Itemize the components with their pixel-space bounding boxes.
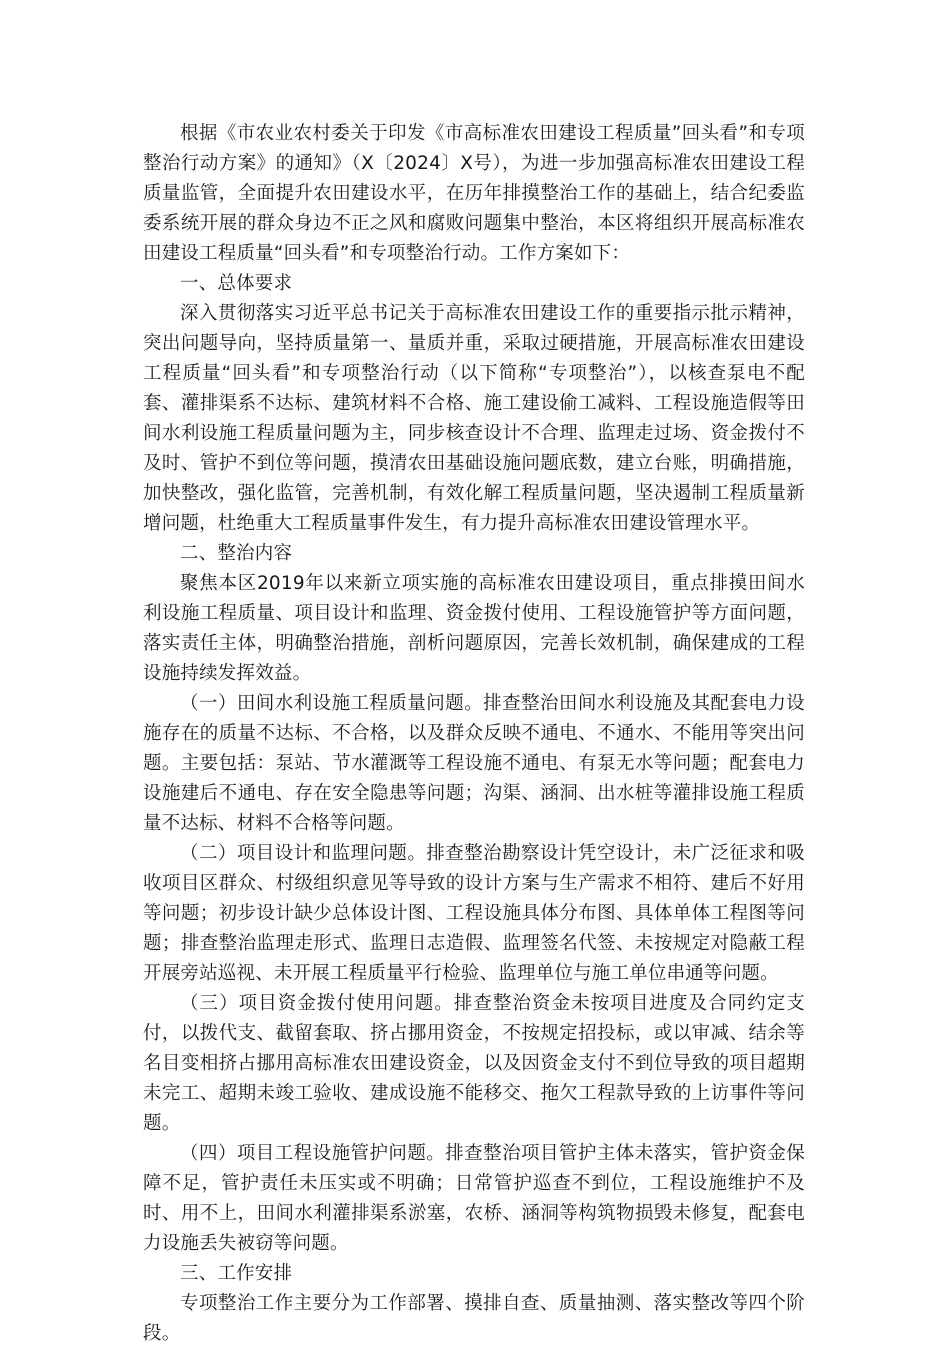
section-3-heading: 三、工作安排	[180, 1263, 293, 1284]
section-2-heading: 二、整治内容	[180, 543, 293, 564]
item-4-paragraph: （四）项目工程设施管护问题。排查整治项目管护主体未落实，管护资金保障不足，管护责任未压实或不明确；日常管护巡查不到位，工程设施维护不及时、用不上，田间水利灌排渠系淤塞，农桥、涵洞等构筑物损毁未修复，配套电力设施丢失被窃等问题。	[143, 1143, 805, 1254]
item-2-paragraph: （二）项目设计和监理问题。排查整治勘察设计凭空设计，未广泛征求和吸收项目区群众、村级组织意见等导致的设计方案与生产需求不相符、建后不好用等问题；初步设计缺少总体设计图、工程设施具体分布图、具体单体工程图等问题；排查整治监理走形式、监理日志造假、监理签名代签、未按规定对隐蔽工程开展旁站巡视、未开展工程质量平行检验、监理单位与施工单位串通等问题。	[143, 843, 805, 984]
section-2-paragraph: 聚焦本区2019年以来新立项实施的高标准农田建设项目，重点排摸田间水利设施工程质量、项目设计和监理、资金拨付使用、工程设施管护等方面问题，落实责任主体，明确整治措施，剖析问题原因，完善长效机制，确保建成的工程设施持续发挥效益。	[143, 573, 805, 684]
section-1-paragraph: 深入贯彻落实习近平总书记关于高标准农田建设工作的重要指示批示精神，突出问题导向，坚持质量第一、量质并重，采取过硬措施，开展高标准农田建设工程质量“回头看”和专项整治行动（以下简称“专项整治”），以核查泵电不配套、灌排渠系不达标、建筑材料不合格、施工建设偷工减料、工程设施造假等田间水利设施工程质量问题为主，同步核查设计不合理、监理走过场、资金拨付不及时、管护不到位等问题，摸清农田基础设施问题底数，建立台账，明确措施，加快整改，强化监管，完善机制，有效化解工程质量问题，坚决遏制工程质量新增问题，杜绝重大工程质量事件发生，有力提升高标准农田建设管理水平。	[143, 303, 805, 534]
intro-paragraph: 根据《市农业农村委关于印发《市高标准农田建设工程质量”回头看”和专项整治行动方案》的通知》（X〔2024〕X号），为进一步加强高标准农田建设工程质量监管，全面提升农田建设水平，在历年排摸整治工作的基础上，结合纪委监委系统开展的群众身边不正之风和腐败问题集中整治，本区将组织开展高标准农田建设工程质量“回头看”和专项整治行动。工作方案如下：	[143, 123, 805, 264]
item-3-paragraph: （三）项目资金拨付使用问题。排查整治资金未按项目进度及合同约定支付，以拨代支、截留套取、挤占挪用资金，不按规定招投标，或以审减、结余等名目变相挤占挪用高标准农田建设资金，以及因资金支付不到位导致的项目超期未完工、超期未竣工验收、建成设施不能移交、拖欠工程款导致的上访事件等问题。	[143, 993, 805, 1134]
item-1-paragraph: （一）田间水利设施工程质量问题。排查整治田间水利设施及其配套电力设施存在的质量不达标、不合格，以及群众反映不通电、不通水、不能用等突出问题。主要包括：泵站、节水灌溉等工程设施不通电、有泵无水等问题；配套电力设施建后不通电、存在安全隐患等问题；沟渠、涵洞、出水桩等灌排设施工程质量不达标、材料不合格等问题。	[143, 693, 805, 834]
section-1-heading: 一、总体要求	[180, 273, 293, 294]
document-page	[143, 119, 805, 1349]
section-3-paragraph: 专项整治工作主要分为工作部署、摸排自查、质量抽测、落实整改等四个阶段。	[143, 1293, 805, 1344]
